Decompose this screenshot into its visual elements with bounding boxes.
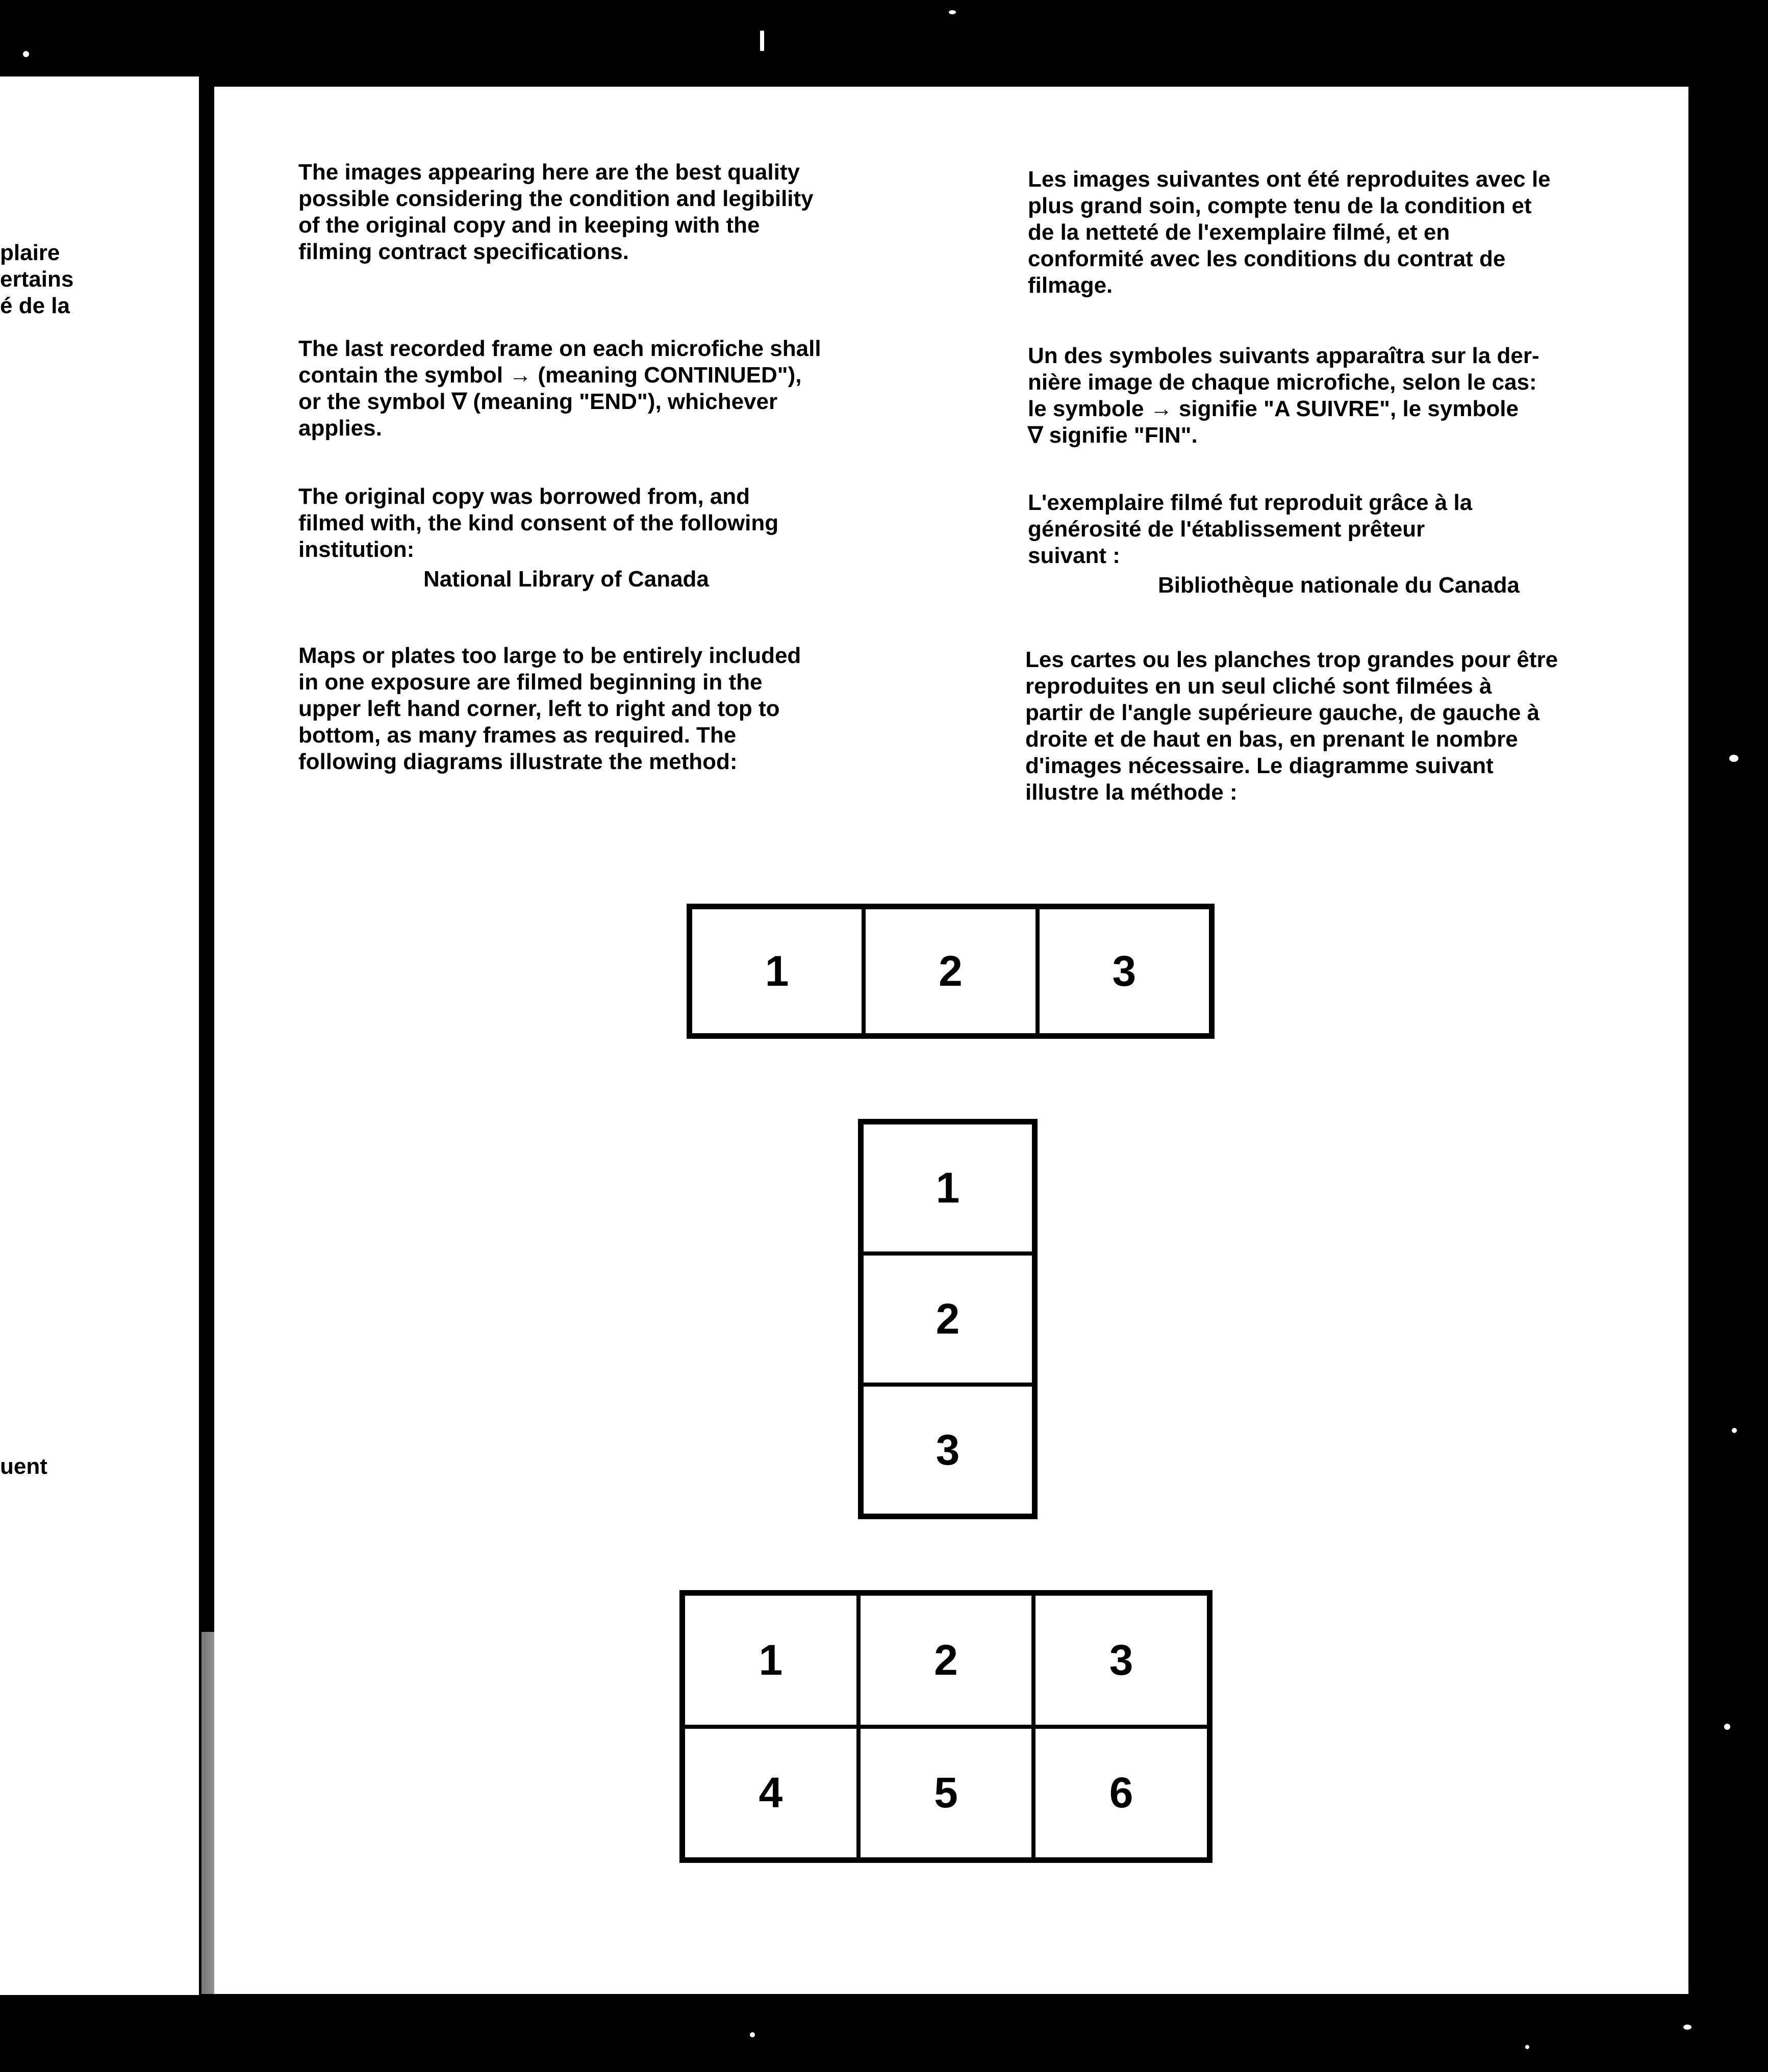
left-fragment-1: plaire bbox=[0, 240, 60, 265]
row-frame-2: 2 bbox=[864, 907, 1037, 1035]
film-speck bbox=[750, 2032, 755, 2037]
english-column bbox=[298, 159, 911, 265]
grid-frame-6: 6 bbox=[1033, 1727, 1209, 1860]
left-fragment-4: uent bbox=[0, 1454, 47, 1479]
left-page-sliver bbox=[0, 76, 199, 1995]
french-maps-column bbox=[1025, 647, 1637, 806]
film-speck bbox=[1525, 2045, 1529, 2049]
column-frame-1: 1 bbox=[862, 1122, 1034, 1254]
english-consent-paragraph: The original copy was borrowed from, and filmed with, the kind consent of the following institution: bbox=[298, 484, 779, 562]
diagram-row bbox=[687, 904, 1215, 1039]
french-institution-column bbox=[1028, 490, 1640, 599]
english-institution-column bbox=[298, 483, 911, 593]
column-frame-3: 3 bbox=[862, 1385, 1034, 1516]
film-speck bbox=[949, 10, 956, 14]
english-maps-paragraph: Maps or plates too large to be entirely included in one exposure are filmed beginning in the upper left hand corner, left to right and top to bottom, as many frames as required. The following diagrams illustrate the method: bbox=[298, 643, 801, 774]
english-quality-paragraph: The images appearing here are the best quality possible considering the condition and legibility of the original copy and in keeping with the filming contract specifications. bbox=[298, 160, 814, 264]
french-quality-paragraph: Les images suivantes ont été reproduites avec le plus grand soin, compte tenu de la condition et de la netteté de l'exemplaire filmé, et en conformité avec les conditions du contrat de filmage. bbox=[1028, 167, 1551, 298]
grid-frame-4: 4 bbox=[683, 1727, 858, 1860]
left-fragment-2: ertains bbox=[0, 267, 74, 292]
row-frame-3: 3 bbox=[1038, 907, 1211, 1035]
column-frame-2: 2 bbox=[862, 1254, 1034, 1385]
row-frame-1: 1 bbox=[690, 907, 864, 1035]
english-symbol-column bbox=[298, 336, 911, 442]
french-maps-paragraph: Les cartes ou les planches trop grandes pour être reproduites en un seul cliché sont filmées à partir de l'angle supérieure gauche, de gauche à droite et de haut en bas, en prenant le nombre d'images nécessaire. Le diagramme suivant illustre la méthode : bbox=[1025, 647, 1558, 805]
french-consent-paragraph: L'exemplaire filmé fut reproduit grâce à la générosité de l'établissement prêteur suivant : bbox=[1028, 490, 1473, 568]
grid-frame-1: 1 bbox=[683, 1594, 858, 1727]
diagram-grid bbox=[679, 1590, 1213, 1863]
film-speck bbox=[1732, 1428, 1737, 1433]
english-symbol-paragraph: The last recorded frame on each microfiche shall contain the symbol → (meaning CONTINUED"), or the symbol ∇ (meaning "END"), whichever applies. bbox=[298, 336, 821, 441]
film-speck bbox=[1724, 1724, 1730, 1730]
grid-frame-3: 3 bbox=[1033, 1594, 1209, 1727]
film-speck bbox=[23, 51, 29, 57]
film-speck bbox=[1683, 2025, 1691, 2030]
film-speck bbox=[1729, 755, 1738, 762]
grid-frame-2: 2 bbox=[858, 1594, 1034, 1727]
left-fragment-3: é de la bbox=[0, 293, 70, 318]
french-symbol-paragraph: Un des symboles suivants apparaîtra sur la der- nière image de chaque microfiche, selon le cas: le symbole → signifie "A SUIVRE", le symbole ∇ signifie "FIN". bbox=[1028, 343, 1539, 448]
diagram-column bbox=[858, 1119, 1038, 1519]
english-maps-column bbox=[298, 643, 911, 775]
grid-frame-5: 5 bbox=[858, 1727, 1034, 1860]
french-column bbox=[1028, 166, 1640, 299]
french-institution-name: Bibliothèque nationale du Canada bbox=[1158, 573, 1520, 598]
film-speck bbox=[760, 31, 764, 51]
french-symbol-column bbox=[1028, 343, 1640, 449]
english-institution-name: National Library of Canada bbox=[423, 567, 709, 592]
